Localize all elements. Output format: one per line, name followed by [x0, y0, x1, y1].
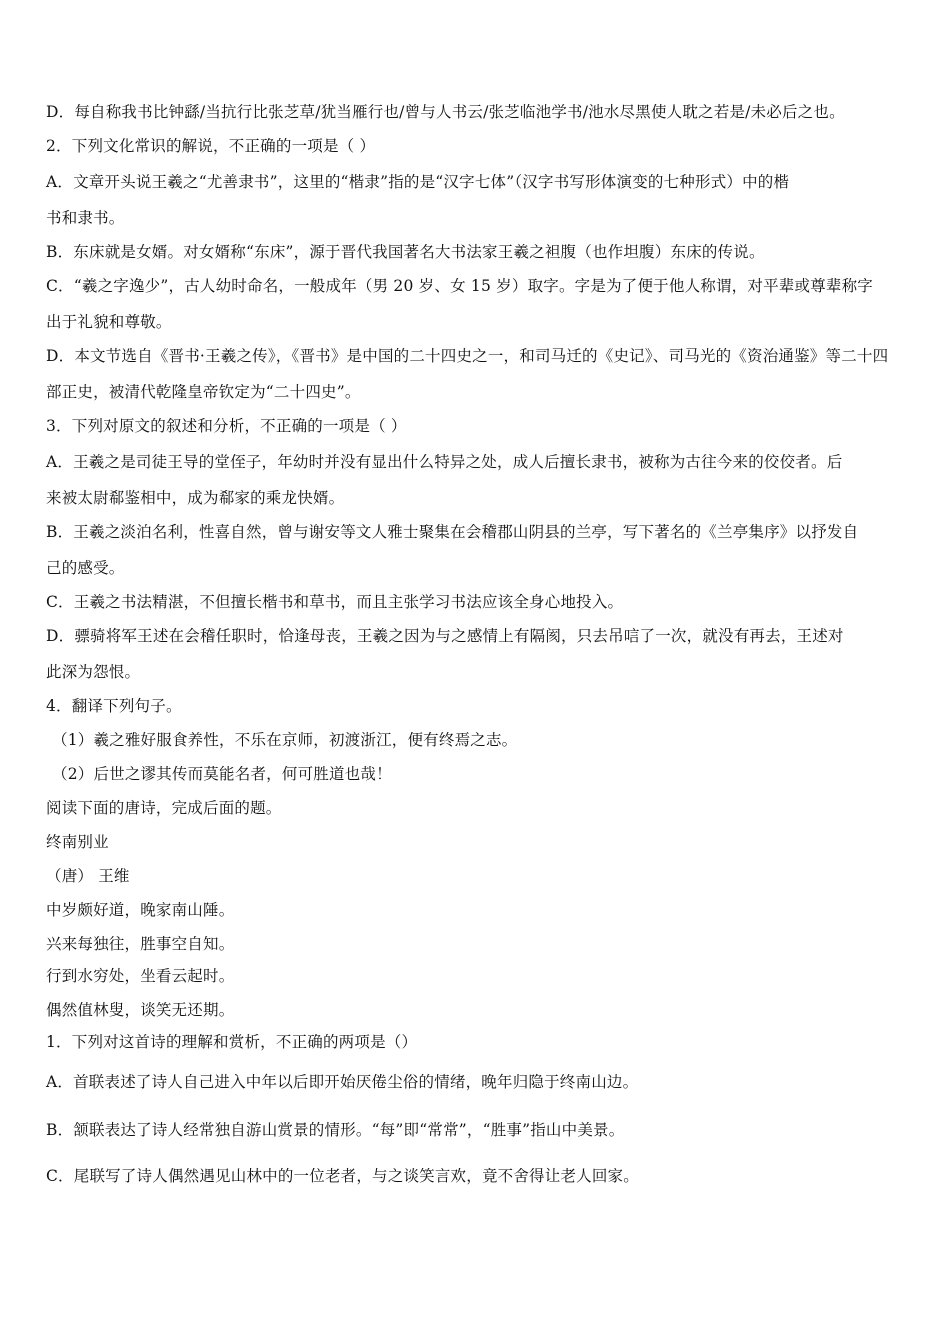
- q3-option-d-cont: 此深为怨恨。: [46, 663, 141, 681]
- poem-q1-option-a: A．首联表述了诗人自己进入中年以后即开始厌倦尘俗的情绪，晚年归隐于终南山边。: [46, 1073, 639, 1091]
- poem-question-1-stem: 1．下列对这首诗的理解和赏析，不正确的两项是（）: [46, 1033, 418, 1051]
- poem-q1-option-c: C．尾联写了诗人偶然遇见山林中的一位老者，与之谈笑言欢，竟不舍得让老人回家。: [46, 1167, 639, 1185]
- poem-line-2: 兴来每独往，胜事空自知。: [46, 935, 235, 953]
- poem-author: （唐） 王维: [46, 867, 130, 885]
- q3-option-b: B．王羲之淡泊名利，性喜自然，曾与谢安等文人雅士聚集在会稽郡山阴县的兰亭，写下著名的《兰亭集序》以抒发自: [46, 523, 859, 541]
- question-2-stem: 2．下列文化常识的解说，不正确的一项是（ ）: [46, 137, 376, 155]
- text-line-1: D．每自称我书比钟繇/当抗行比张芝草/犹当雁行也/曾与人书云/张芝临池学书/池水尽黑使人耽之若是/未必后之也。: [46, 103, 845, 121]
- poem-line-1: 中岁颇好道，晚家南山陲。: [46, 901, 235, 919]
- poem-line-4: 偶然值林叟，谈笑无还期。: [46, 1001, 235, 1019]
- q4-item-1: （1）羲之雅好服食养性，不乐在京师，初渡浙江，便有终焉之志。: [52, 731, 518, 749]
- q2-option-a: A．文章开头说王羲之“尤善隶书”，这里的“楷隶”指的是“汉字七体”（汉字书写形体演变的七种形式）中的楷: [46, 173, 790, 191]
- question-3-stem: 3．下列对原文的叙述和分析，不正确的一项是（ ）: [46, 417, 407, 435]
- poem-instruction: 阅读下面的唐诗，完成后面的题。: [46, 799, 282, 817]
- q3-option-b-cont: 己的感受。: [46, 559, 125, 577]
- q2-option-d-cont: 部正史，被清代乾隆皇帝钦定为“二十四史”。: [46, 383, 361, 401]
- q2-option-b: B．东床就是女婿。对女婿称“东床”，源于晋代我国著名大书法家王羲之袒腹（也作坦腹）东床的传说。: [46, 243, 765, 261]
- q3-option-a: A．王羲之是司徒王导的堂侄子，年幼时并没有显出什么特异之处，成人后擅长隶书，被称为古往今来的佼佼者。后: [46, 453, 843, 471]
- q2-option-c: C．“羲之字逸少”，古人幼时命名，一般成年（男 20 岁、女 15 岁）取字。字是为了便于他人称谓，对平辈或尊辈称字: [46, 277, 873, 295]
- q2-option-c-cont: 出于礼貌和尊敬。: [46, 313, 172, 331]
- q2-option-a-cont: 书和隶书。: [46, 209, 125, 227]
- q4-item-2: （2）后世之谬其传而莫能名者，何可胜道也哉！: [52, 765, 392, 783]
- poem-title: 终南别业: [46, 833, 109, 851]
- q3-option-c: C．王羲之书法精湛，不但擅长楷书和草书，而且主张学习书法应该全身心地投入。: [46, 593, 624, 611]
- q2-option-d: D．本文节选自《晋书·王羲之传》，《晋书》是中国的二十四史之一，和司马迁的《史记》、司马光的《资治通鉴》等二十四: [46, 347, 889, 365]
- q3-option-d: D．骠骑将军王述在会稽任职时，恰逢母丧，王羲之因为与之感情上有隔阂，只去吊唁了一次，就没有再去，王述对: [46, 627, 844, 645]
- question-4-stem: 4．翻译下列句子。: [46, 697, 182, 715]
- poem-line-3: 行到水穷处，坐看云起时。: [46, 967, 235, 985]
- q3-option-a-cont: 来被太尉郗鉴相中，成为郗家的乘龙快婿。: [46, 489, 345, 507]
- poem-q1-option-b: B．颔联表达了诗人经常独自游山赏景的情形。“每”即“常常”，“胜事”指山中美景。: [46, 1121, 625, 1139]
